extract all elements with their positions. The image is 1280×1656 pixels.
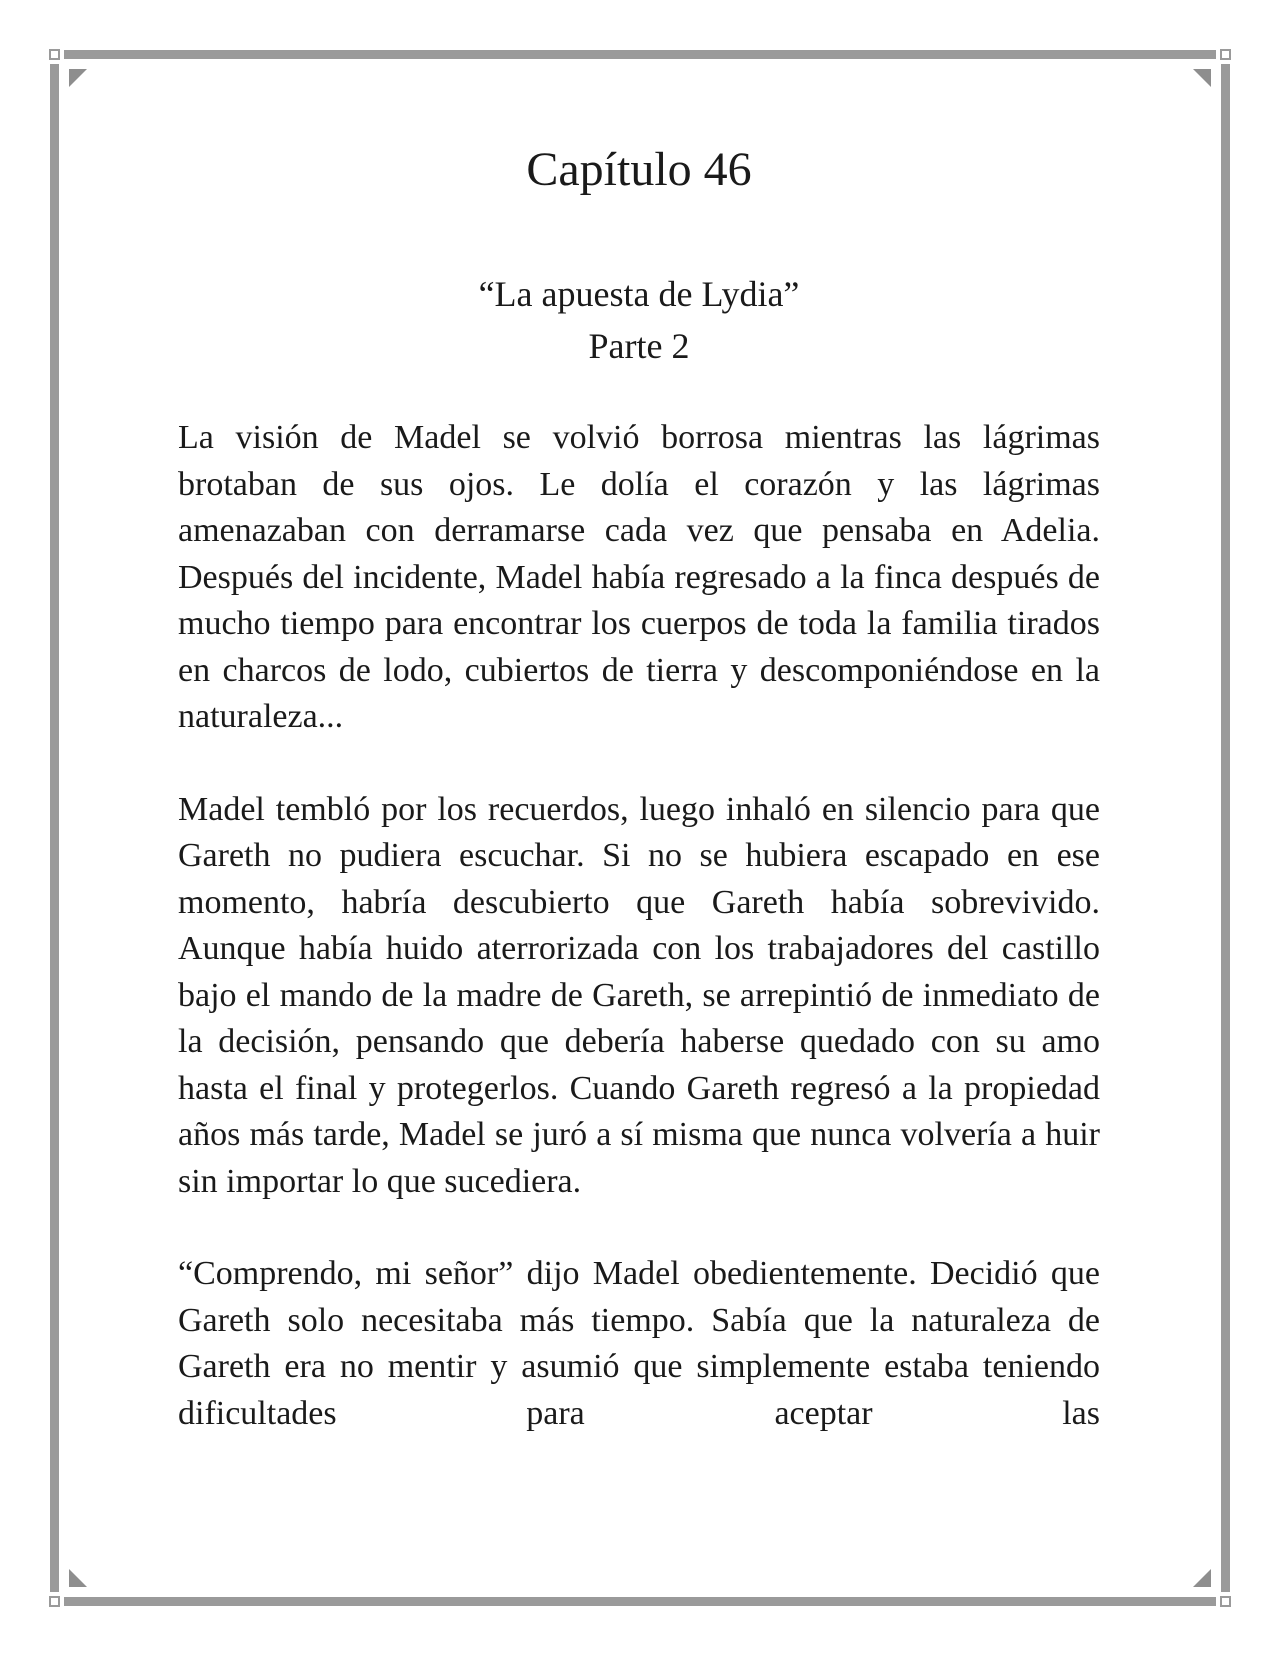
subtitle-part: Parte 2: [588, 326, 690, 366]
paragraph: La visión de Madel se volvió borrosa mientras las lágrimas brotaban de sus ojos. Le dolía el corazón y las lágrimas amenazaban con derramarse cada vez que pensaba en Adelia. Después del incidente, Madel había regresado a la finca después de mucho tiempo para encontrar los cuerpos de toda la familia tirados en charcos de lodo, cubiertos de tierra y descomponiéndose en la naturaleza...: [178, 419, 1100, 735]
corner-square-icon: [49, 1596, 60, 1607]
chapter-subtitle: [178, 268, 1100, 372]
triangle-corner-icon: [69, 1569, 87, 1587]
corner-square-icon: [1220, 1596, 1231, 1607]
corner-square-icon: [49, 49, 60, 60]
frame-border-top: [64, 50, 1216, 59]
triangle-corner-icon: [1193, 1569, 1211, 1587]
triangle-corner-icon: [69, 69, 87, 87]
corner-square-icon: [1220, 49, 1231, 60]
frame-border-right: [1221, 64, 1230, 1592]
chapter-title: Capítulo 46: [526, 143, 752, 196]
frame-border-left: [50, 64, 59, 1592]
paragraph: “Comprendo, mi señor” dijo Madel obedientemente. Decidió que Gareth solo necesitaba más tiempo. Sabía que la naturaleza de Gareth era no mentir y asumió que simplemente estaba teniendo dificultades para aceptar las: [178, 1255, 1100, 1432]
body-text: [178, 415, 1100, 1437]
triangle-corner-icon: [1193, 69, 1211, 87]
frame-border-bottom: [64, 1597, 1216, 1606]
subtitle-line: “La apuesta de Lydia”: [478, 274, 800, 314]
paragraph: Madel tembló por los recuerdos, luego inhaló en silencio para que Gareth no pudiera escuchar. Si no se hubiera escapado en ese momento, habría descubierto que Gareth había sobrevivido. Aunque había huido aterrorizada con los trabajadores del castillo bajo el mando de la madre de Gareth, se arrepintió de inmediato de la decisión, pensando que debería haberse quedado con su amo hasta el final y protegerlos. Cuando Gareth regresó a la propiedad años más tarde, Madel se juró a sí misma que nunca volvería a huir sin importar lo que sucediera.: [178, 790, 1100, 1200]
